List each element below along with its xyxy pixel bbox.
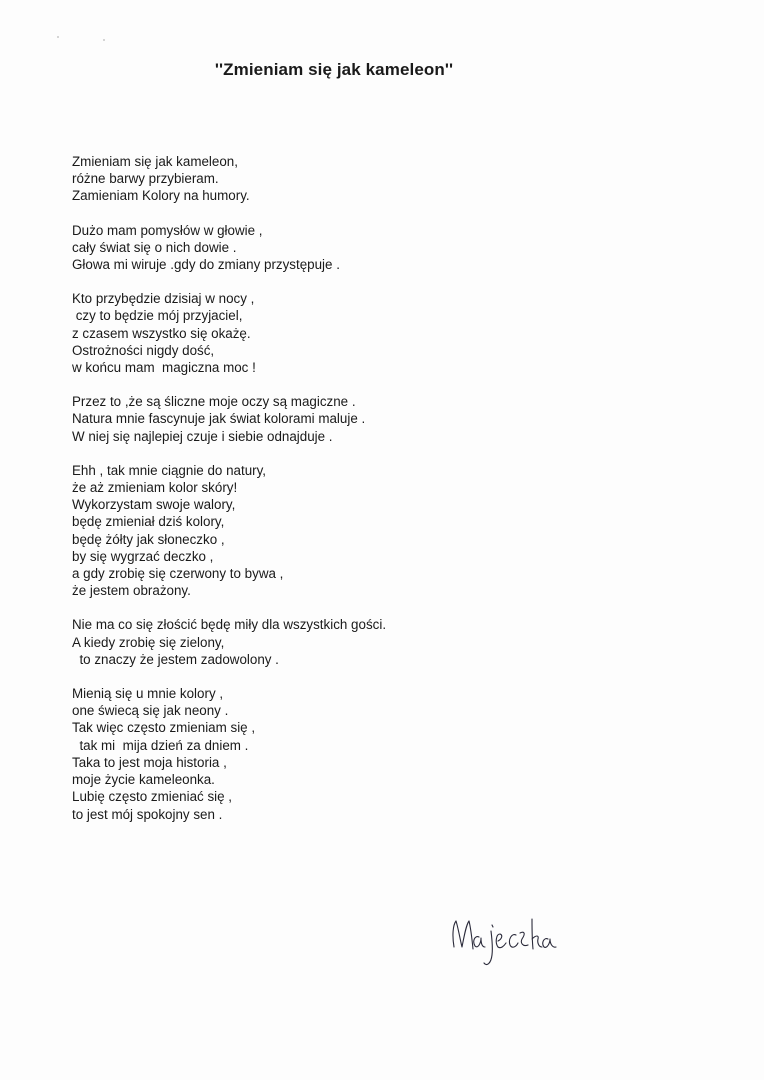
poem-stanza xyxy=(72,393,692,445)
poem-title: ''Zmieniam się jak kameleon'' xyxy=(214,60,454,79)
poem-line: Tak więc często zmieniam się , xyxy=(72,720,256,736)
poem-line: będę żółty jak słoneczko , xyxy=(72,531,225,547)
poem-line: to znaczy że jestem zadowolony . xyxy=(72,651,279,667)
poem-line: Taka to jest moja historia , xyxy=(72,754,227,770)
signature-handwriting xyxy=(446,905,626,975)
poem-line: Ehh , tak mnie ciągnie do natury, xyxy=(72,462,267,478)
poem-line: A kiedy zrobię się zielony, xyxy=(72,634,225,650)
poem-stanza xyxy=(72,685,692,823)
poem-line: Lubię często zmieniać się , xyxy=(72,789,233,805)
poem-line: one świecą się jak neony . xyxy=(72,703,229,719)
poem-line: że jestem obrażony. xyxy=(72,583,191,599)
poem-line: to jest mój spokojny sen . xyxy=(72,806,223,822)
poem-line: będę zmieniał dziś kolory, xyxy=(72,514,225,530)
signature xyxy=(446,905,626,975)
poem-line: a gdy zrobię się czerwony to bywa , xyxy=(72,566,284,582)
poem-line: Głowa mi wiruje .gdy do zmiany przystępuje . xyxy=(72,257,340,273)
poem-line: cały świat się o nich dowie . xyxy=(72,239,237,255)
poem-line: Przez to ,że są śliczne moje oczy są magiczne . xyxy=(72,394,356,410)
poem-line: z czasem wszystko się okażę. xyxy=(72,325,251,341)
scan-speck xyxy=(57,36,59,38)
poem-line: Natura mnie fascynuje jak świat kolorami maluje . xyxy=(72,411,366,427)
poem-line: różne barwy przybieram. xyxy=(72,171,219,187)
poem-line: Mienią się u mnie kolory , xyxy=(72,686,224,702)
poem-stanza xyxy=(72,616,692,668)
poem-stanza xyxy=(72,462,692,600)
poem-line: Wykorzystam swoje walory, xyxy=(72,497,236,513)
poem-line: Zmieniam się jak kameleon, xyxy=(72,154,238,169)
poem-line: że aż zmieniam kolor skóry! xyxy=(72,480,238,496)
poem-line: czy to będzie mój przyjaciel, xyxy=(72,308,243,324)
poem-line: Kto przybędzie dzisiaj w nocy , xyxy=(72,291,255,307)
poem-body xyxy=(72,153,692,840)
scan-speck xyxy=(103,39,105,41)
poem-stanza xyxy=(72,290,692,376)
poem-line: Dużo mam pomysłów w głowie , xyxy=(72,222,263,238)
poem-stanza xyxy=(72,222,692,274)
poem-line: by się wygrzać deczko , xyxy=(72,548,214,564)
poem-stanza xyxy=(72,153,692,205)
poem-line: Zamieniam Kolory na humory. xyxy=(72,188,250,204)
poem-line: Nie ma co się złościć będę miły dla wszystkich gości. xyxy=(72,617,387,633)
poem-line: w końcu mam magiczna moc ! xyxy=(72,360,256,376)
poem-line: tak mi mija dzień za dniem . xyxy=(72,737,249,753)
poem-line: moje życie kameleonka. xyxy=(72,772,215,788)
poem-line: Ostrożności nigdy dość, xyxy=(72,342,215,358)
poem-line: W niej się najlepiej czuje i siebie odnajduje . xyxy=(72,428,333,444)
